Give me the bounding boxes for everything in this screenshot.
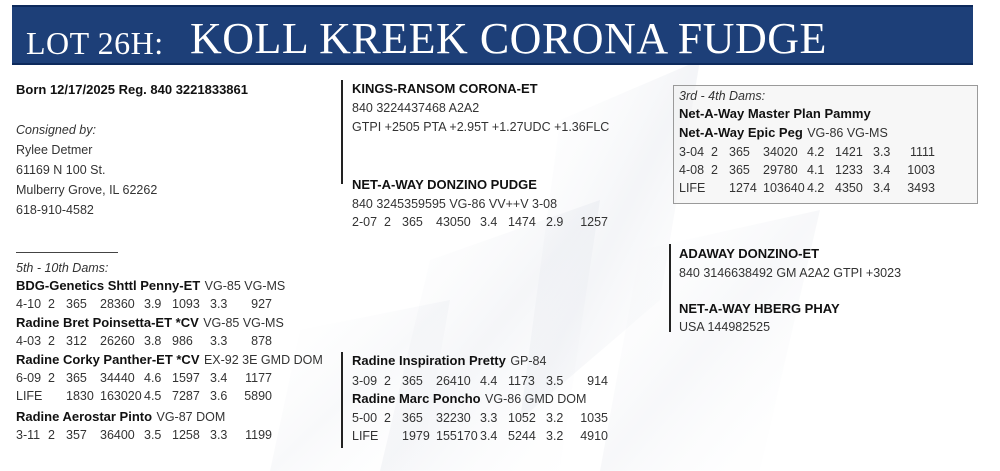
record-protein: 3493 [907,181,935,195]
dam-8-records [16,426,272,444]
record-protein: 914 [587,374,608,388]
dam-7-name [16,351,323,369]
record-fat: 4350 [835,181,863,195]
dam-8-name-text: Radine Aerostar Pinto [16,409,153,424]
table-row [16,387,272,405]
dam-8-name [16,408,225,426]
third-dam-name [679,124,888,142]
record-fat: 7287 [172,389,200,403]
record-milkings: 2 [48,334,55,348]
record-age: LIFE [16,389,43,403]
record-protein-pct: 3.5 [546,374,564,388]
record-protein-pct: 3.4 [210,371,228,385]
dam-7-records [16,369,272,405]
record-protein: 927 [251,297,272,311]
record-days: 312 [66,334,87,348]
record-fat: 1258 [172,428,200,442]
record-fat-pct: 3.4 [480,429,498,443]
record-days: 357 [66,428,87,442]
record-days: 365 [402,411,423,425]
record-fat: 5244 [508,429,536,443]
record-days: 1979 [402,429,430,443]
record-days: 365 [402,374,423,388]
sire-genomics: GTPI +2505 PTA +2.95T +1.27UDC +1.36FLC [352,120,610,134]
record-days: 1274 [729,181,757,195]
table-row [679,161,935,179]
record-fat: 1597 [172,371,200,385]
record-milkings: 2 [384,215,391,229]
record-milkings: 2 [711,163,718,177]
mgs-dam-name: NET-A-WAY HBERG PHAY [679,301,840,316]
mgd-name-text: Radine Inspiration Pretty [352,353,506,368]
record-protein: 5890 [244,389,272,403]
record-protein: 1257 [580,215,608,229]
record-days: 1830 [66,389,94,403]
record-fat-pct: 3.8 [144,334,162,348]
record-protein-pct: 2.9 [546,215,564,229]
record-protein: 1177 [245,371,272,385]
table-row [352,213,608,231]
table-row [679,179,935,197]
table-row [16,295,272,313]
record-protein-pct: 3.3 [873,145,891,159]
record-age: 4-03 [16,334,42,348]
record-days: 365 [729,163,750,177]
record-fat: 986 [172,334,193,348]
record-protein: 1199 [245,428,272,442]
record-protein-pct: 3.6 [210,389,228,403]
record-protein-pct: 3.2 [546,429,564,443]
record-days: 365 [66,371,87,385]
third-fourth-dams-heading: 3rd - 4th Dams: [679,89,766,103]
third-dam-grade: VG-86 VG-MS [807,126,888,140]
record-fat-pct: 4.2 [807,145,825,159]
dam-8-grade: VG-87 DOM [156,410,226,424]
record-protein-pct: 3.3 [210,428,228,442]
record-milk: 155170 [436,429,478,443]
record-fat: 1474 [508,215,536,229]
record-fat: 1421 [835,145,863,159]
record-milk: 26260 [100,334,135,348]
record-age: LIFE [352,429,379,443]
mgd-grade: GP-84 [510,354,547,368]
dam-7-grade: EX-92 3E GMD DOM [203,353,323,367]
dam-records [352,213,608,231]
record-age: 3-09 [352,374,378,388]
record-milkings: 2 [711,145,718,159]
record-protein: 1035 [580,411,608,425]
record-milk: 32230 [436,411,471,425]
dam-6-name-text: Radine Bret Poinsetta-ET *CV [16,315,199,330]
record-fat-pct: 4.2 [807,181,825,195]
record-days: 365 [66,297,87,311]
mggd-name-text: Radine Marc Poncho [352,391,481,406]
record-fat: 1173 [508,374,535,388]
record-milkings [48,387,66,405]
dam-7-name-text: Radine Corky Panther-ET *CV [16,352,200,367]
dam-5-name-text: BDG-Genetics Shttl Penny-ET [16,278,201,293]
sire-dam-bracket [341,80,343,184]
record-protein-pct: 3.2 [546,411,564,425]
table-row [679,143,935,161]
born-registration: Born 12/17/2025 Reg. 840 3221833861 [16,82,249,97]
record-fat: 1093 [172,297,200,311]
record-protein: 878 [251,334,272,348]
record-protein-pct: 3.4 [873,163,891,177]
record-milk: 103640 [763,181,805,195]
record-milk: 43050 [436,215,471,229]
record-fat-pct: 4.1 [807,163,825,177]
dam-5-grade: VG-85 VG-MS [204,279,286,293]
record-age: 4-10 [16,297,42,311]
lot-number: LOT 26H: [26,25,164,61]
record-age: 6-09 [16,371,42,385]
table-row [352,372,608,390]
sire-name: KINGS-RANSOM CORONA-ET [352,81,538,96]
maternal-grandsire-line: 840 3146638492 GM A2A2 GTPI +3023 [679,266,902,280]
table-row [352,409,608,427]
consignor-address: 61169 N 100 St. [16,163,106,177]
record-milk: 26410 [436,374,471,388]
consigned-by-heading: Consigned by: [16,123,96,137]
record-protein: 4910 [580,429,608,443]
record-milk: 163020 [100,389,142,403]
table-row [352,427,608,445]
dams-heading: 5th - 10th Dams: [16,261,109,275]
mgd-name [352,352,546,370]
maternal-grandsire-bracket [669,244,671,332]
dam-6-name [16,314,284,332]
record-milkings [711,179,729,197]
consignor-name: Rylee Detmer [16,143,93,157]
dam-6-records [16,332,272,350]
animal-name: KOLL KREEK CORONA FUDGE [190,14,827,63]
lot-header-band [12,5,973,65]
dam-5-name [16,277,285,295]
table-row [16,332,272,350]
record-protein: 1003 [907,163,935,177]
record-days: 365 [729,145,750,159]
record-milkings: 2 [384,411,391,425]
record-protein-pct: 3.4 [873,181,891,195]
record-age: 4-08 [679,163,705,177]
record-milkings: 2 [48,428,55,442]
record-fat-pct: 4.4 [480,374,498,388]
mggd-grade: VG-86 GMD DOM [485,392,587,406]
record-protein-pct: 3.3 [210,334,228,348]
mgd-records [352,372,608,390]
record-milkings: 2 [48,297,55,311]
dam-name: NET-A-WAY DONZINO PUDGE [352,177,537,192]
record-fat: 1233 [835,163,863,177]
record-milk: 36400 [100,428,135,442]
sire-registration: 840 3224437468 A2A2 [352,101,480,115]
consignor-city: Mulberry Grove, IL 62262 [16,183,158,197]
maternal-grandsire-name: ADAWAY DONZINO-ET [679,246,820,261]
record-age: 3-04 [679,145,705,159]
dams-divider [16,252,118,253]
dam-6-grade: VG-85 VG-MS [203,316,284,330]
record-fat-pct: 4.5 [144,389,162,403]
record-fat-pct: 3.3 [480,411,498,425]
third-dam-records [679,143,935,197]
third-dam-name-text: Net-A-Way Epic Peg [679,125,803,140]
record-fat: 1052 [508,411,536,425]
record-age: LIFE [679,181,706,195]
mggd-records [352,409,608,445]
record-fat-pct: 3.9 [144,297,162,311]
record-milkings [384,427,402,445]
record-age: 3-11 [16,428,41,442]
mggd-name [352,390,586,408]
table-row [16,369,272,387]
maternal-bracket [341,352,343,448]
record-age: 2-07 [352,215,378,229]
record-fat-pct: 3.4 [480,215,498,229]
record-days: 365 [402,215,423,229]
record-milkings: 2 [48,371,55,385]
dam-5-records [16,295,272,313]
record-milk: 29780 [763,163,798,177]
record-fat-pct: 4.6 [144,371,162,385]
record-protein: 1111 [909,145,935,159]
record-fat-pct: 3.5 [144,428,162,442]
record-age: 5-00 [352,411,378,425]
record-milkings: 2 [384,374,391,388]
fourth-dam-name: Net-A-Way Master Plan Pammy [679,106,871,121]
record-milk: 34440 [100,371,135,385]
consignor-phone: 618-910-4582 [16,203,94,217]
dam-registration: 840 3245359595 VG-86 VV++V 3-08 [352,197,558,211]
record-milk: 34020 [763,145,798,159]
record-milk: 28360 [100,297,135,311]
table-row [16,426,272,444]
record-protein-pct: 3.3 [210,297,228,311]
mgs-dam-registration: USA 144982525 [679,320,771,334]
